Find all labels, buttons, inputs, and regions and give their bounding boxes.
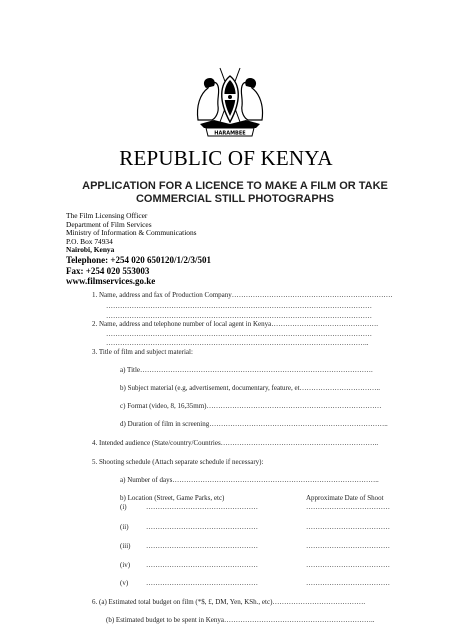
approx-date-header: Approximate Date of Shoot [306, 494, 384, 502]
website-link[interactable]: www.filmservices.go.ke [66, 276, 156, 286]
question-2[interactable]: 2. Name, address and telephone number of local agent in Kenya………………………………………. [92, 320, 378, 328]
question-5: 5. Shooting schedule (Attach separate schedule if necessary): [92, 458, 264, 466]
date-field-i[interactable]: ……………………………… [306, 503, 390, 511]
crest-motto: HARAMBEE [214, 130, 246, 137]
roman-iii: (iii) [120, 542, 131, 550]
location-field-ii[interactable]: ………………………………………… [146, 523, 258, 531]
fax: Fax: +254 020 553003 [66, 265, 150, 276]
location-field-v[interactable]: ………………………………………… [146, 579, 258, 587]
location-field-iii[interactable]: ………………………………………… [146, 542, 258, 550]
question-5a-days[interactable]: a) Number of days…………………………………………………………………………….. [120, 476, 379, 484]
subtitle-line-2: COMMERCIAL STILL PHOTOGRAPHS [135, 193, 334, 205]
date-field-ii[interactable]: ……………………………… [306, 523, 390, 531]
question-3: 3. Title of film and subject material: [92, 348, 193, 356]
page-title: REPUBLIC OF KENYA [119, 146, 333, 170]
question-1-line-3[interactable]: …………………………………………………………………………………………………… [106, 312, 372, 320]
question-3c-format[interactable]: c) Format (video, 8, 16,35mm)………………………………………………………………… [120, 402, 382, 410]
question-5b-location-header: b) Location (Street, Game Parks, etc) [120, 494, 225, 502]
question-1-line-2[interactable]: …………………………………………………………………………………………………… [106, 302, 372, 310]
date-field-v[interactable]: ……………………………… [306, 579, 390, 587]
location-field-i[interactable]: ………………………………………… [146, 503, 258, 511]
contact-info [66, 255, 211, 287]
date-field-iv[interactable]: ……………………………… [306, 561, 390, 569]
roman-ii: (ii) [120, 523, 129, 531]
roman-i: (i) [120, 503, 127, 511]
address-line-4: P.O. Box 74934 [66, 236, 113, 246]
address-line-5: Nairobi, Kenya [66, 245, 115, 255]
question-3d-duration[interactable]: d) Duration of film in screening………………………………………………………………….. [120, 420, 388, 428]
location-field-iv[interactable]: ………………………………………… [146, 561, 258, 569]
subtitle-line-1: APPLICATION FOR A LICENCE TO MAKE A FILM OR TAKE [82, 180, 388, 192]
telephone: Telephone: +254 020 650120/1/2/3/501 [66, 255, 212, 265]
roman-iv: (iv) [120, 561, 131, 569]
question-6b-kenya-budget[interactable]: (b) Estimated budget to be spent in Kenya……………………………………………………….. [106, 616, 375, 624]
question-2-line-3[interactable]: ………………………………………………………………………………………………….. [106, 339, 369, 347]
form-subtitle [40, 180, 430, 206]
date-field-iii[interactable]: ……………………………… [306, 542, 390, 550]
question-3b-subject[interactable]: b) Subject material (e.g, advertisement, documentary, feature, et…………………………….. [120, 384, 381, 392]
address-line-1: The Film Licensing Officer [66, 211, 148, 220]
address-line-3: Ministry of Information & Communications [66, 228, 197, 238]
address-line-2: Department of Film Services [66, 219, 152, 229]
question-1[interactable]: 1. Name, address and fax of Production Company…………………………………………………………… [92, 291, 393, 299]
question-2-line-2[interactable]: …………………………………………………………………………………………………… [106, 330, 372, 338]
question-6a-total-budget[interactable]: 6. (a) Estimated total budget on film (*$, £, DM, Yen, KSh., etc)…………………………………. [92, 598, 366, 606]
kenya-coat-of-arms-icon [190, 62, 270, 142]
mailing-address [66, 212, 197, 255]
roman-v: (v) [120, 579, 129, 587]
question-4-audience[interactable]: 4. Intended audience (State/country/Countries………………………………………………………….. [92, 439, 379, 447]
question-3a-title[interactable]: a) Title………………………………………………………………………………………. [120, 366, 373, 374]
